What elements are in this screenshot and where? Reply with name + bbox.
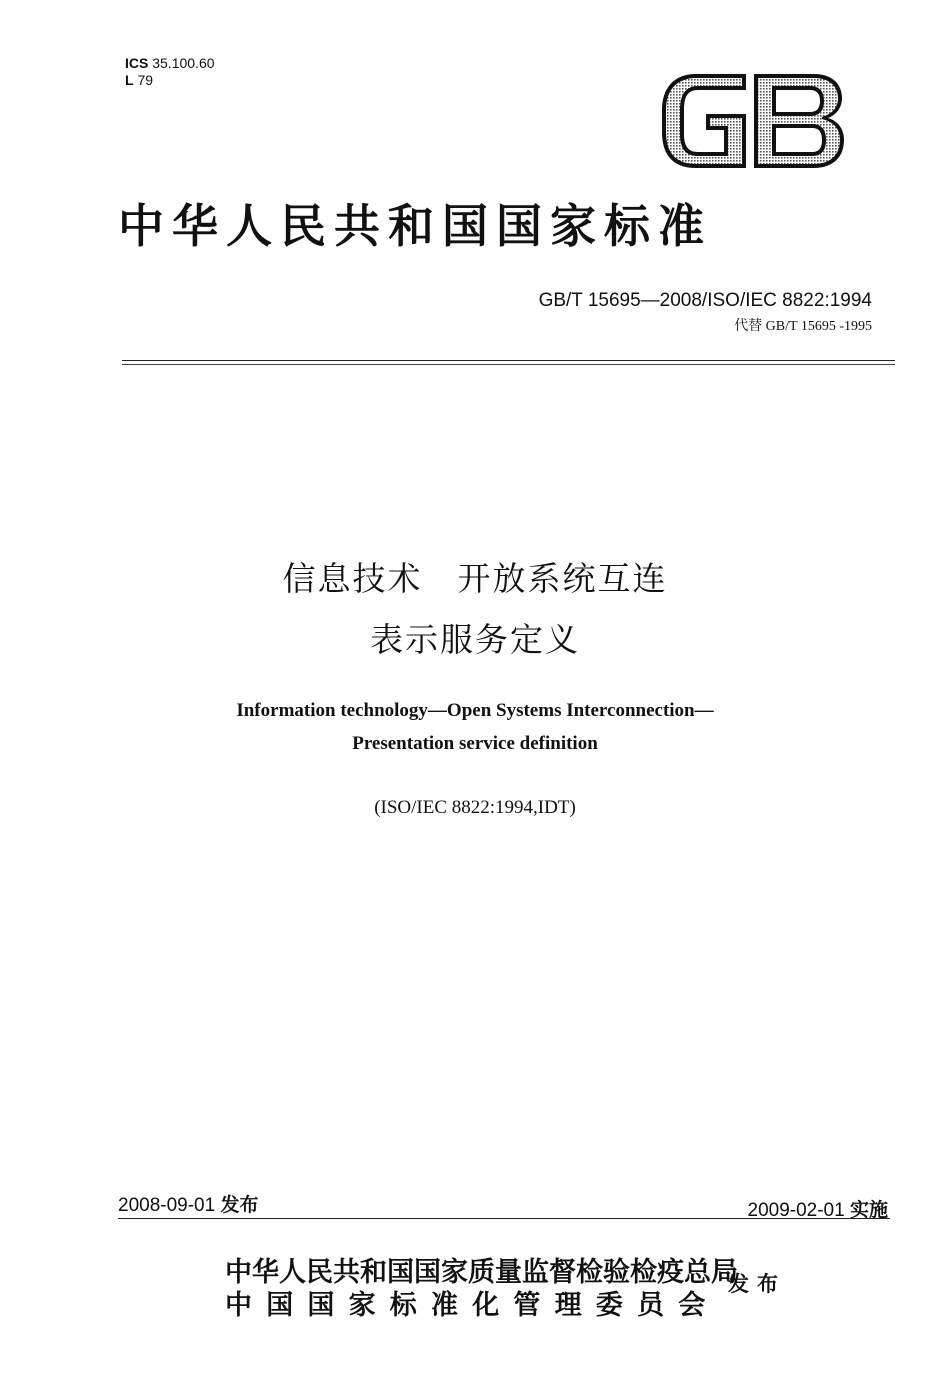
national-standard-title: 中华人民共和国国家标准 [118, 199, 712, 253]
classification-line [125, 72, 215, 89]
english-title-line1: Information technology—Open Systems Interconnection— [236, 700, 714, 721]
publish-date-block [118, 1190, 259, 1217]
gb-logo [658, 70, 848, 172]
ics-code: 35.100.60 [152, 55, 215, 71]
ics-label: ICS [125, 55, 149, 71]
issuer-action: 发布 [728, 1272, 786, 1296]
ics-line [125, 55, 215, 72]
ics-block [125, 55, 215, 89]
issuer-line1: 中华人民共和国国家质量监督检验检疫总局 [225, 1257, 738, 1288]
standard-number: GB/T 15695—2008/ISO/IEC 8822:1994 [538, 290, 872, 311]
iso-reference: (ISO/IEC 8822:1994,IDT) [374, 797, 576, 818]
header-divider-thin [122, 364, 895, 365]
replaces-standard: 代替 GB/T 15695 -1995 [734, 319, 872, 334]
footer-divider [118, 1218, 890, 1219]
classification-code: 79 [137, 72, 154, 88]
publish-date: 2008-09-01 [118, 1195, 216, 1216]
issuer-line2: 中国国家标准化管理委员会 [225, 1290, 720, 1321]
english-title-line2: Presentation service definition [352, 733, 598, 754]
chinese-title-line2: 表示服务定义 [370, 620, 580, 659]
classification-label: L [125, 72, 134, 88]
publish-label: 发布 [220, 1194, 259, 1216]
header-divider [122, 360, 895, 361]
chinese-title-line1: 信息技术 开放系统互连 [282, 559, 668, 598]
implement-label: 实施 [849, 1199, 888, 1221]
implement-date: 2009-02-01 [747, 1200, 845, 1221]
